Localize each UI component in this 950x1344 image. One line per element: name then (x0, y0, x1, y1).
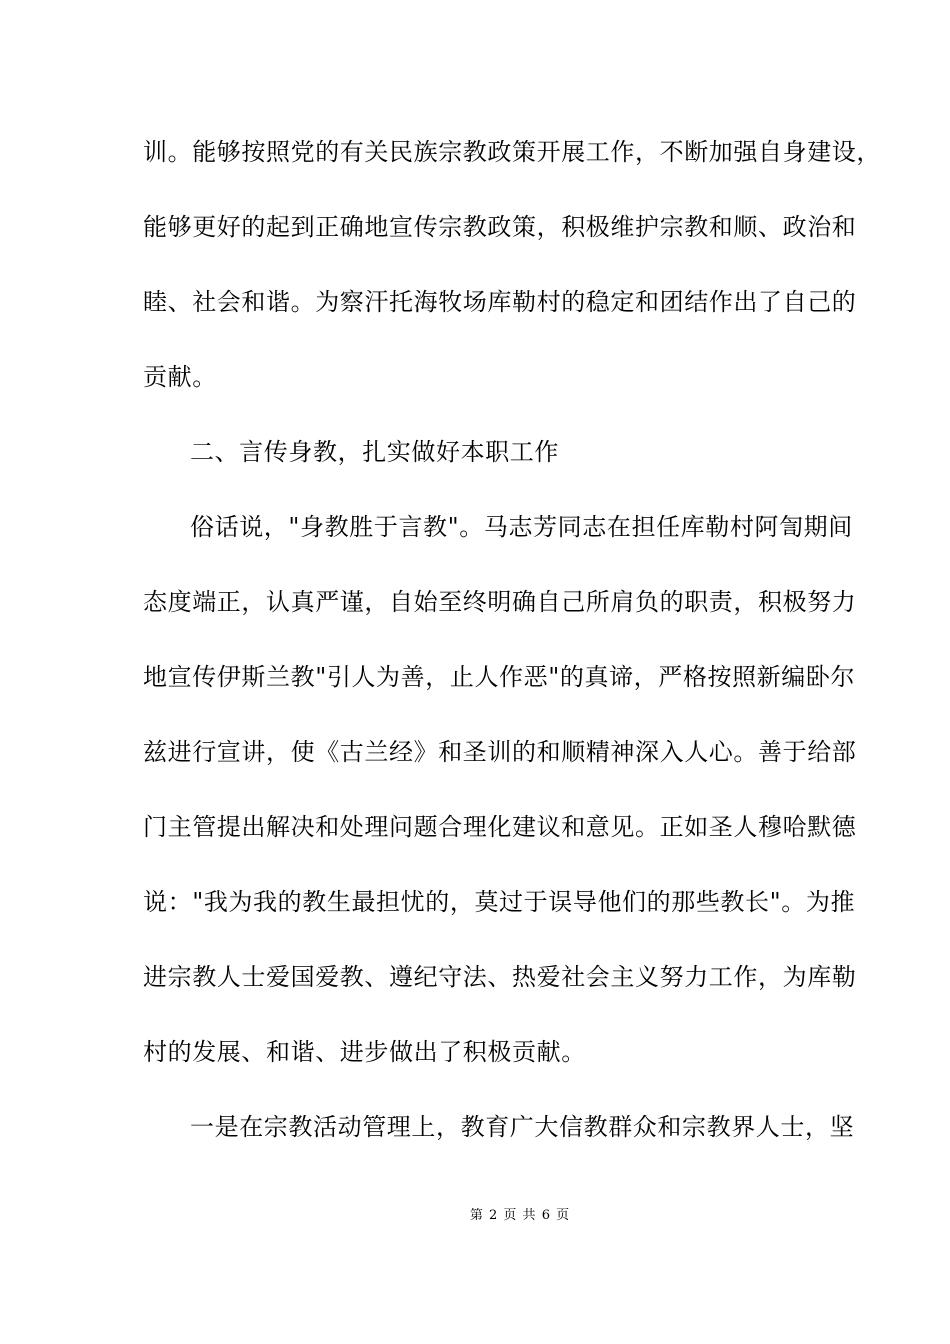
text-line-1: 训。能够按照党的有关民族宗教政策开展工作，不断加强自身建设， (143, 138, 881, 166)
section-heading: 二、言传身教，扎实做好本职工作 (190, 438, 559, 466)
text-line-3: 睦、社会和谐。为察汗托海牧场库勒村的稳定和团结作出了自己的 (143, 288, 857, 316)
text-line-10: 门主管提出解决和处理问题合理化建议和意见。正如圣人穆哈默德 (143, 813, 857, 841)
text-line-6: 俗话说，"身教胜于言教"。马志芳同志在担任库勒村阿訇期间 (190, 513, 853, 541)
text-line-13: 村的发展、和谐、进步做出了积极贡献。 (143, 1038, 586, 1066)
page-number: 第 2 页 共 6 页 (469, 1208, 571, 1223)
text-line-4: 贡献。 (143, 363, 217, 391)
text-line-7: 态度端正，认真严谨，自始至终明确自己所肩负的职责，积极努力 (143, 588, 857, 616)
text-line-9: 兹进行宣讲，使《古兰经》和圣训的和顺精神深入人心。善于给部 (143, 738, 857, 766)
text-line-14: 一是在宗教活动管理上，教育广大信教群众和宗教界人士，坚 (190, 1113, 855, 1141)
text-line-11: 说："我为我的教生最担忧的，莫过于误导他们的那些教长"。为推 (143, 888, 856, 916)
text-line-8: 地宣传伊斯兰教"引人为善，止人作恶"的真谛，严格按照新编卧尔 (143, 663, 856, 691)
text-line-12: 进宗教人士爱国爱教、遵纪守法、热爱社会主义努力工作，为库勒 (143, 963, 857, 991)
text-line-2: 能够更好的起到正确地宣传宗教政策，积极维护宗教和顺、政治和 (143, 213, 857, 241)
